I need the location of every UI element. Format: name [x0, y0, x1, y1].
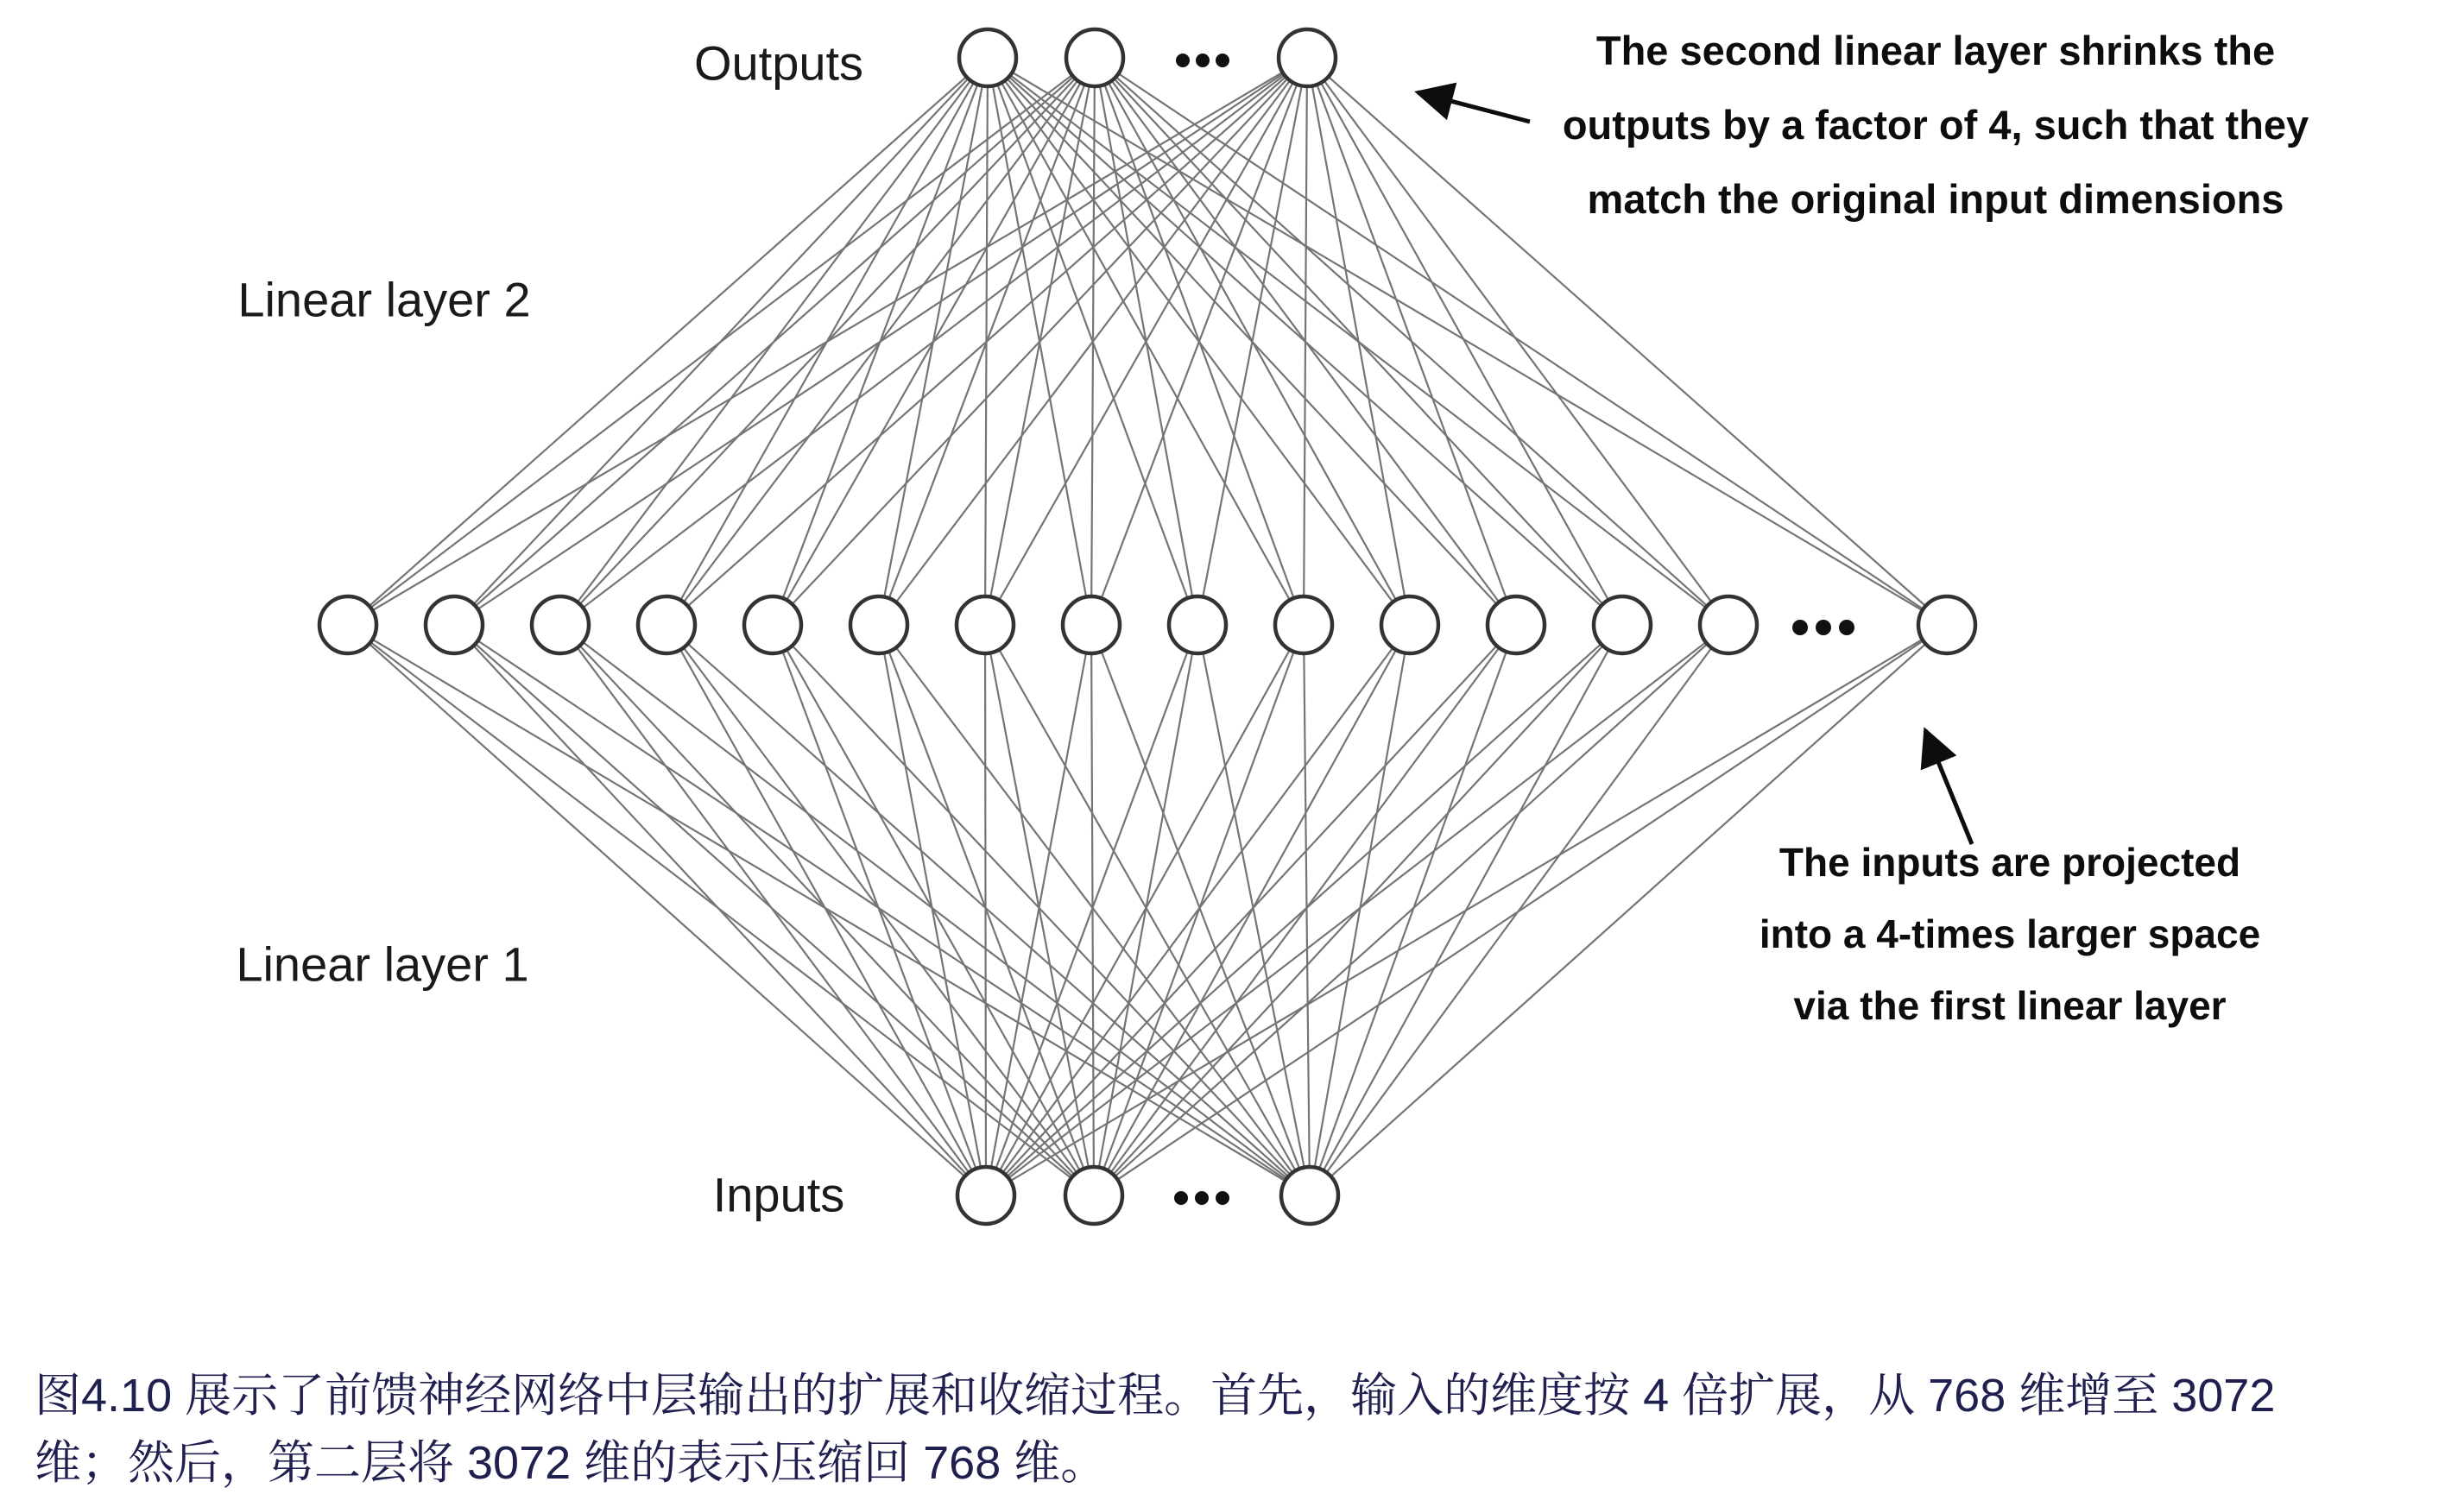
input-node	[1065, 1167, 1122, 1224]
input-ellipsis-dot	[1174, 1191, 1188, 1205]
right-annotation	[1760, 827, 2260, 1042]
linear-layer-2-label: Linear layer 2	[237, 272, 531, 327]
output-node	[1066, 29, 1123, 86]
output-ellipsis-dot	[1176, 54, 1190, 67]
edge	[348, 625, 986, 1195]
input-ellipsis-dot	[1216, 1191, 1229, 1205]
right-annotation-line: into a 4-times larger space	[1759, 911, 2261, 956]
inputs-label: Inputs	[712, 1167, 845, 1222]
output-node	[959, 29, 1016, 86]
outputs-label: Outputs	[693, 35, 864, 91]
right-annotation-line: The inputs are projected	[1779, 840, 2241, 885]
edge	[879, 58, 1307, 625]
top-annotation	[1563, 14, 2309, 236]
hidden-node	[1700, 596, 1757, 653]
right-annotation-line: via the first linear layer	[1793, 983, 2227, 1028]
edge	[773, 625, 1094, 1195]
edge	[1307, 58, 1516, 625]
hidden-node	[1063, 596, 1120, 653]
edge	[560, 58, 1307, 625]
edge	[454, 625, 1094, 1195]
hidden-node	[850, 596, 907, 653]
edge	[348, 58, 1095, 625]
edge	[348, 58, 988, 625]
figure-caption	[35, 1362, 2452, 1497]
hidden-node	[638, 596, 695, 653]
hidden-node	[1918, 596, 1975, 653]
edge	[667, 625, 1094, 1195]
edge	[1091, 625, 1310, 1195]
edge	[1310, 625, 1516, 1195]
edge	[773, 58, 1307, 625]
hidden-node	[957, 596, 1014, 653]
hidden-node	[319, 596, 376, 653]
linear-layer-1-label: Linear layer 1	[236, 936, 529, 992]
hidden-node	[426, 596, 483, 653]
hidden-node	[532, 596, 589, 653]
edge	[348, 58, 1307, 625]
edge	[1091, 58, 1307, 625]
edge	[667, 625, 1310, 1195]
edge	[1094, 625, 1410, 1195]
top-annotation-line: match the original input dimensions	[1587, 176, 2284, 222]
hidden-node	[1381, 596, 1438, 653]
hidden-ellipsis-dot	[1816, 620, 1831, 635]
top-annotation-line: The second linear layer shrinks the	[1595, 28, 2276, 73]
edge	[1197, 58, 1307, 625]
edge	[773, 625, 1310, 1195]
edge	[1094, 625, 1622, 1195]
edge	[454, 58, 1307, 625]
edge	[454, 58, 1095, 625]
output-ellipsis-dot	[1216, 54, 1229, 67]
input-node	[1281, 1167, 1338, 1224]
edge	[1094, 625, 1728, 1195]
hidden-node	[1169, 596, 1226, 653]
edge	[1307, 58, 1410, 625]
caption-line-2: 维；然后，第二层将 3072 维的表示压缩回 768 维。	[35, 1437, 1108, 1489]
edge	[985, 58, 1307, 625]
hidden-node	[1594, 596, 1651, 653]
hidden-node	[744, 596, 801, 653]
caption-line-1: 图4.10 展示了前馈神经网络中层输出的扩展和收缩过程。首先，输入的维度按 4 倍扩展，从 768 维增至 3072	[35, 1370, 2276, 1422]
top-annotation-line: outputs by a factor of 4, such that they	[1562, 102, 2309, 148]
output-node	[1279, 29, 1336, 86]
input-ellipsis-dot	[1195, 1191, 1209, 1205]
edge	[1310, 625, 1728, 1195]
input-node	[957, 1167, 1014, 1224]
hidden-node	[1488, 596, 1545, 653]
output-ellipsis-dot	[1196, 54, 1210, 67]
hidden-ellipsis-dot	[1792, 620, 1808, 635]
edge	[1310, 625, 1410, 1195]
hidden-ellipsis-dot	[1839, 620, 1854, 635]
hidden-node	[1275, 596, 1332, 653]
edge	[348, 625, 1094, 1195]
top-annotation-arrow	[1418, 92, 1530, 122]
